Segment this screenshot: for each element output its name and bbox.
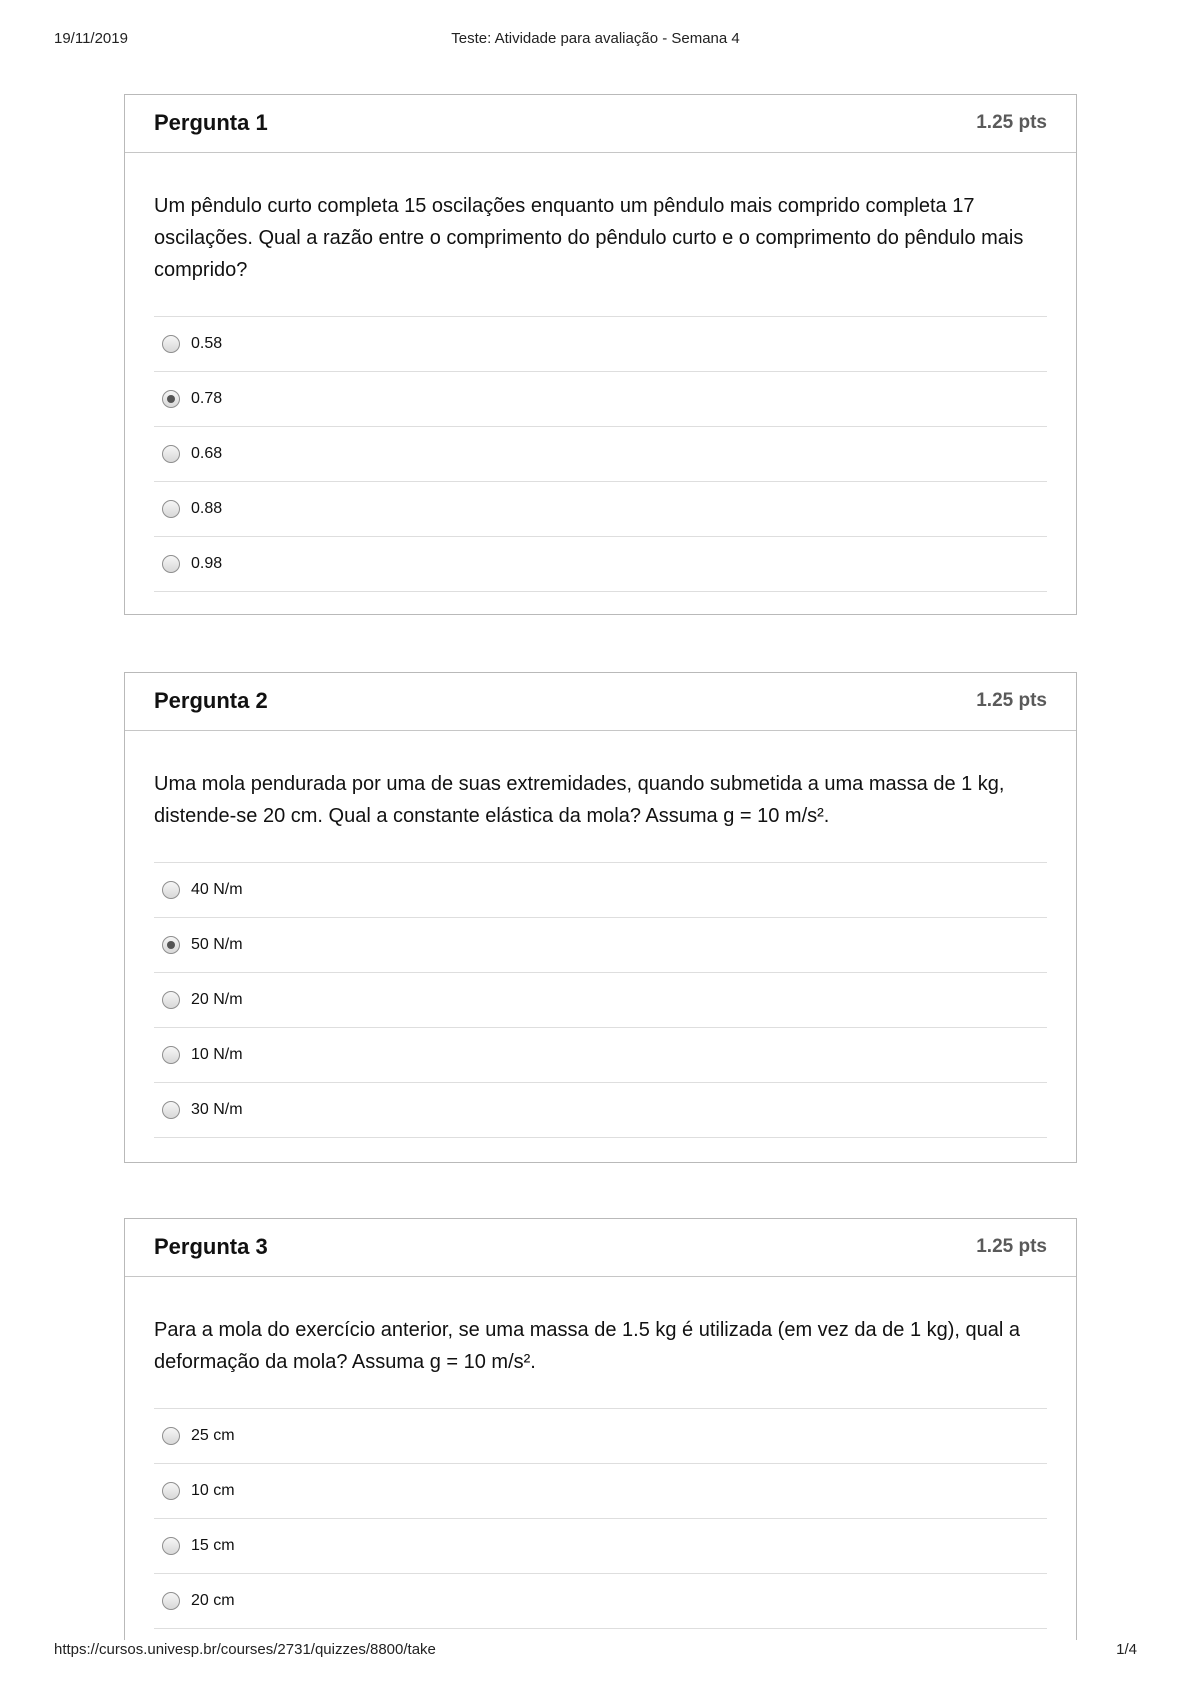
- answer-label[interactable]: 25 cm: [191, 1427, 235, 1444]
- question-points: 1.25 pts: [976, 1236, 1047, 1257]
- question-1: [124, 94, 1077, 615]
- question-title: Pergunta 2: [154, 688, 268, 713]
- answer-label[interactable]: 20 cm: [191, 1592, 235, 1609]
- radio-button[interactable]: [162, 1592, 180, 1610]
- radio-button[interactable]: [162, 335, 180, 353]
- question-points: 1.25 pts: [976, 112, 1047, 133]
- answer-option[interactable]: [154, 1519, 1047, 1574]
- answer-label[interactable]: 15 cm: [191, 1537, 235, 1554]
- page-number: 1/4: [1116, 1641, 1137, 1658]
- answer-label[interactable]: 0.88: [191, 500, 223, 517]
- question-header: [125, 95, 1076, 153]
- question-text: Um pêndulo curto completa 15 oscilações enquanto um pêndulo mais comprido completa 17 oscilações. Qual a razão entre o comprimento do pêndulo curto e o comprimento do pêndulo mais comprido?: [154, 195, 1024, 281]
- radio-button[interactable]: [162, 390, 180, 408]
- answer-label[interactable]: 0.68: [191, 445, 223, 462]
- print-header: [54, 30, 1137, 52]
- print-footer: [54, 1641, 1137, 1663]
- answer-label[interactable]: 0.98: [191, 555, 223, 572]
- radio-button[interactable]: [162, 936, 180, 954]
- answer-option[interactable]: [154, 537, 1047, 592]
- question-2: [124, 672, 1077, 1163]
- radio-button[interactable]: [162, 1482, 180, 1500]
- print-title: Teste: Atividade para avaliação - Semana 4: [451, 30, 740, 47]
- radio-button[interactable]: [162, 991, 180, 1009]
- radio-button[interactable]: [162, 445, 180, 463]
- radio-button[interactable]: [162, 1537, 180, 1555]
- answer-list: [154, 1408, 1047, 1629]
- question-title: Pergunta 1: [154, 110, 268, 135]
- question-points: 1.25 pts: [976, 690, 1047, 711]
- answer-option[interactable]: [154, 1574, 1047, 1629]
- print-date: 19/11/2019: [54, 30, 128, 47]
- answer-option[interactable]: [154, 863, 1047, 918]
- question-3: [124, 1218, 1077, 1684]
- answer-label[interactable]: 10 cm: [191, 1482, 235, 1499]
- radio-button[interactable]: [162, 1046, 180, 1064]
- question-text: Uma mola pendurada por uma de suas extremidades, quando submetida a uma massa de 1 kg, distende-se 20 cm. Qual a constante elástica da mola? Assuma g = 10 m/s².: [154, 773, 1005, 827]
- answer-label[interactable]: 20 N/m: [191, 991, 243, 1008]
- answer-option[interactable]: [154, 1409, 1047, 1464]
- answer-option[interactable]: [154, 427, 1047, 482]
- question-text: Para a mola do exercício anterior, se uma massa de 1.5 kg é utilizada (em vez da de 1 kg), qual a deformação da mola? Assuma g = 10 m/s².: [154, 1319, 1021, 1373]
- question-title: Pergunta 3: [154, 1234, 268, 1259]
- answer-label[interactable]: 30 N/m: [191, 1101, 243, 1118]
- answer-label[interactable]: 10 N/m: [191, 1046, 243, 1063]
- question-header: [125, 673, 1076, 731]
- radio-button[interactable]: [162, 1101, 180, 1119]
- answer-option[interactable]: [154, 482, 1047, 537]
- answer-option[interactable]: [154, 973, 1047, 1028]
- answer-option[interactable]: [154, 1083, 1047, 1138]
- radio-button[interactable]: [162, 1427, 180, 1445]
- answer-list: [154, 862, 1047, 1138]
- radio-button[interactable]: [162, 555, 180, 573]
- answer-option[interactable]: [154, 372, 1047, 427]
- answer-label[interactable]: 40 N/m: [191, 881, 243, 898]
- answer-label[interactable]: 0.58: [191, 335, 223, 352]
- radio-button[interactable]: [162, 881, 180, 899]
- answer-label[interactable]: 0.78: [191, 390, 223, 407]
- answer-option[interactable]: [154, 317, 1047, 372]
- answer-option[interactable]: [154, 918, 1047, 973]
- answer-option[interactable]: [154, 1464, 1047, 1519]
- radio-button[interactable]: [162, 500, 180, 518]
- answer-list: [154, 316, 1047, 592]
- answer-option[interactable]: [154, 1028, 1047, 1083]
- answer-label[interactable]: 50 N/m: [191, 936, 243, 953]
- print-url: https://cursos.univesp.br/courses/2731/quizzes/8800/take: [54, 1641, 436, 1658]
- question-header: [125, 1219, 1076, 1277]
